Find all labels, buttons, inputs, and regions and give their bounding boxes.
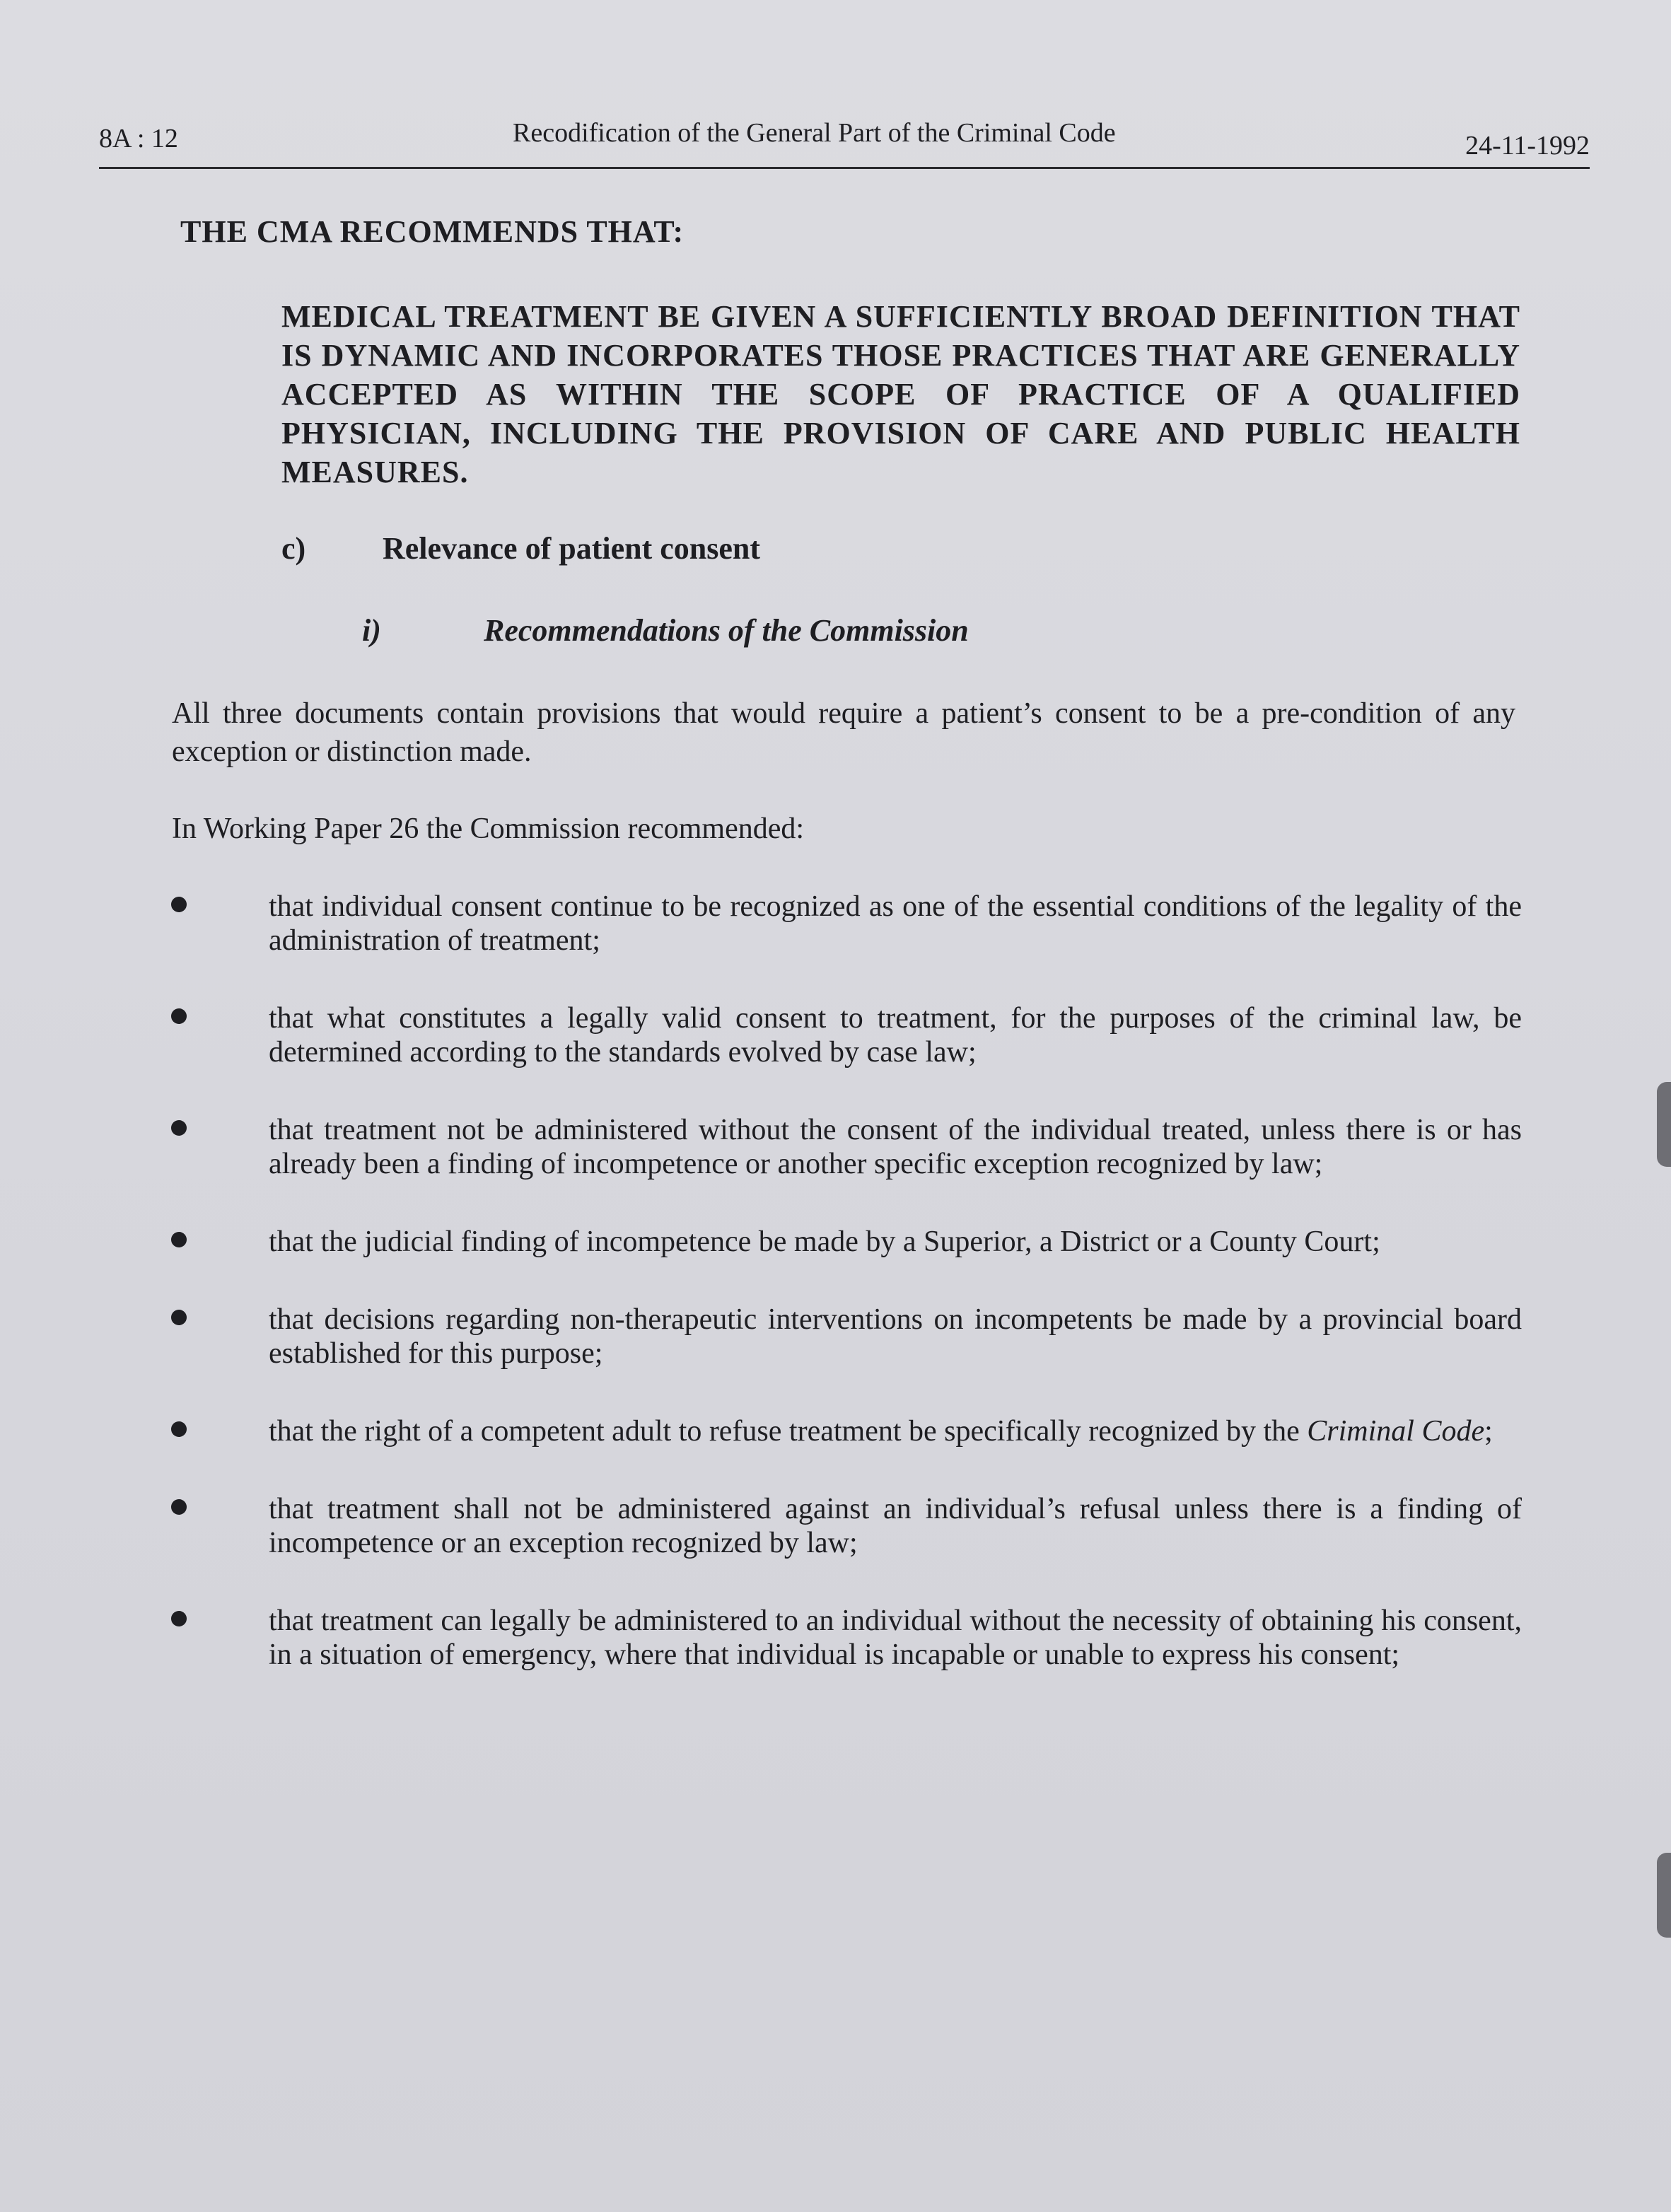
list-item <box>164 1414 1522 1448</box>
list-item-text: that individual consent continue to be recognized as one of the essential conditions of the legality of the administration of treatment; <box>269 890 1522 957</box>
bullet-icon <box>171 1232 187 1247</box>
list-item-text-main: that the right of a competent adult to refuse treatment be specifically recognized by the <box>269 1415 1300 1448</box>
binder-hole <box>1657 1082 1671 1167</box>
list-item-text: that treatment not be administered without the consent of the individual treated, unless there is or has already been a finding of incompetence or another specific exception recognized by law; <box>269 1114 1522 1180</box>
subsection-label: c) <box>281 531 306 566</box>
bullet-icon <box>171 1499 187 1515</box>
page-header <box>99 117 1590 160</box>
intro-paragraph: All three documents contain provisions that would require a patient’s consent to be a pre-condition of any exception or distinction made. <box>172 697 1515 768</box>
bullet-icon <box>171 1120 187 1136</box>
subsection-title: Relevance of patient consent <box>383 531 761 566</box>
recommendation-text: MEDICAL TREATMENT BE GIVEN A SUFFICIENTLY BROAD DEFINITION THAT IS DYNAMIC AND INCORPORATES THOSE PRACTICES THAT ARE GENERALLY ACCEPTED AS WITHIN THE SCOPE OF PRACTICE OF A QUALIFIED PHYSICIAN, INCLUDING THE PROVISION OF CARE AND PUBLIC HEALTH MEASURES. <box>281 299 1520 489</box>
bullet-icon <box>171 1421 187 1437</box>
list-item-text <box>269 1415 1493 1448</box>
list-item-text: that what constitutes a legally valid consent to treatment, for the purposes of the criminal law, be determined according to the standards evolved by case law; <box>269 1002 1522 1069</box>
list-item-text: that the judicial finding of incompetence be made by a Superior, a District or a County Court; <box>269 1226 1380 1258</box>
list-item <box>164 1492 1522 1560</box>
list-item <box>164 1113 1522 1181</box>
criminal-code-italic: Criminal Code <box>1307 1415 1485 1448</box>
subsubsection-title: Recommendations of the Commission <box>484 613 969 648</box>
subsubsection-label: i) <box>362 613 381 648</box>
header-date: 24-11-1992 <box>1465 131 1590 161</box>
list-item-text: that decisions regarding non-therapeutic interventions on incompetents be made by a provincial board established for this purpose; <box>269 1303 1522 1370</box>
page-number: 8A : 12 <box>99 124 178 153</box>
bullet-icon <box>171 1008 187 1024</box>
bullet-icon <box>171 1611 187 1626</box>
section-heading: THE CMA RECOMMENDS THAT: <box>180 214 685 249</box>
list-item <box>164 1001 1522 1069</box>
list-item-text: that treatment shall not be administered against an individual’s refusal unless there is a finding of incompetence or an exception recognized by law; <box>269 1493 1522 1559</box>
lead-paragraph: In Working Paper 26 the Commission recommended: <box>172 813 805 845</box>
list-item-text: that treatment can legally be administered to an individual without the necessity of obtaining his consent, in a situation of emergency, where that individual is incapable or unable to express his consent; <box>269 1605 1522 1671</box>
list-item <box>164 890 1522 957</box>
header-title: Recodification of the General Part of the Criminal Code <box>513 118 1116 148</box>
list-item-text-suffix: ; <box>1484 1415 1493 1448</box>
header-rule <box>99 167 1590 169</box>
list-item <box>164 1303 1522 1370</box>
list-item <box>164 1225 1522 1259</box>
list-item <box>164 1604 1522 1672</box>
binder-hole <box>1657 1853 1671 1938</box>
recommendation-list <box>164 890 1522 1716</box>
bullet-icon <box>171 897 187 912</box>
bullet-icon <box>171 1310 187 1325</box>
